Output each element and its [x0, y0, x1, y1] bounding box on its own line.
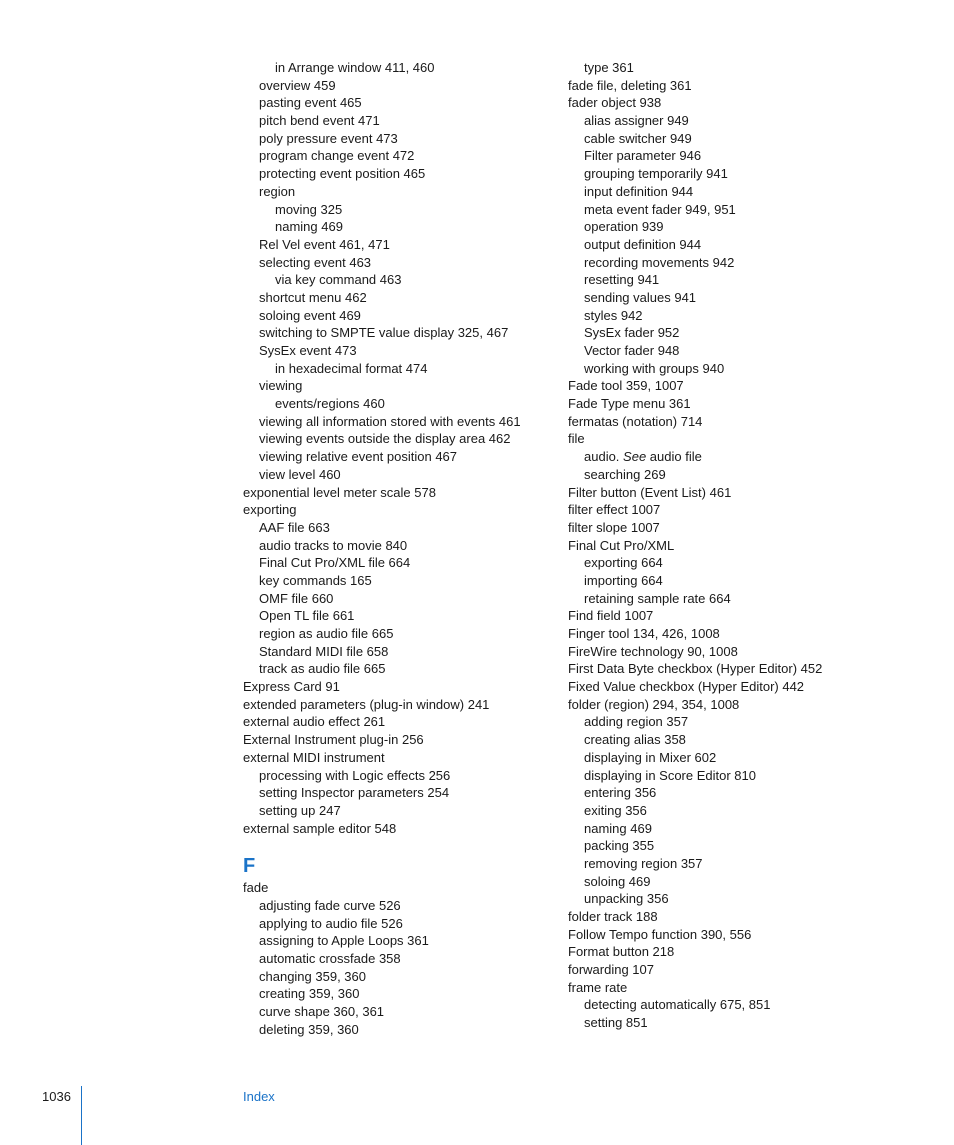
index-subentry: automatic crossfade 358	[259, 951, 401, 966]
index-subentry: changing 359, 360	[259, 968, 366, 984]
index-subentry: SysEx event 473	[259, 343, 357, 358]
index-subentry: Rel Vel event 461, 471	[259, 236, 390, 252]
index-subentry: output definition 944	[584, 236, 702, 252]
index-subentry: region	[259, 183, 296, 199]
index-subentry: meta event fader 949, 951	[584, 201, 736, 217]
index-subentry: Final Cut Pro/XML file 664	[259, 555, 411, 571]
index-subentry: adding region 357	[584, 714, 689, 730]
index-subentry: setting Inspector parameters 254	[259, 785, 450, 801]
index-entry: frame rate	[568, 979, 628, 995]
index-subentry: packing 355	[584, 838, 655, 854]
index-entry: exporting	[243, 502, 297, 518]
index-subentry: exporting 664	[584, 555, 663, 571]
section-letter-heading: F	[243, 855, 256, 878]
index-subentry: shortcut menu 462	[259, 289, 367, 305]
index-subentry: searching 269	[584, 466, 666, 482]
index-entry: folder track 188	[568, 909, 658, 924]
index-subentry: setting up 247	[259, 802, 341, 818]
index-subentry: sending values 941	[584, 289, 697, 305]
index-entry: folder (region) 294, 354, 1008	[568, 696, 740, 712]
index-subentry: displaying in Mixer 602	[584, 749, 717, 765]
index-subentry: in hexadecimal format 474	[275, 360, 428, 376]
index-entry: Finger tool 134, 426, 1008	[568, 626, 720, 641]
index-subentry: entering 356	[584, 785, 657, 801]
index-subentry: adjusting fade curve 526	[259, 897, 401, 913]
index-subentry: displaying in Score Editor 810	[584, 767, 756, 783]
index-entry: First Data Byte checkbox (Hyper Editor) 452	[568, 661, 823, 677]
index-subentry: program change event 472	[259, 148, 415, 164]
index-subentry: Open TL file 661	[259, 608, 355, 624]
index-subentry: Filter parameter 946	[584, 148, 702, 164]
footer-divider	[81, 1086, 82, 1145]
index-subentry: creating 359, 360	[259, 986, 360, 1002]
index-subentry: alias assigner 949	[584, 113, 689, 129]
index-subentry: poly pressure event 473	[259, 130, 398, 146]
index-subentry: view level 460	[259, 466, 341, 482]
index-subentry: styles 942	[584, 307, 643, 323]
index-entry: filter effect 1007	[568, 502, 661, 518]
index-column-left	[243, 59, 563, 1038]
index-entry: FireWire technology 90, 1008	[568, 643, 738, 659]
index-subentry: exiting 356	[584, 802, 647, 818]
index-subentry: in Arrange window 411, 460	[275, 60, 435, 75]
index-subentry: creating alias 358	[584, 732, 686, 748]
index-subentry: Vector fader 948	[584, 343, 680, 358]
index-entry: external sample editor 548	[243, 820, 397, 836]
index-subentry: via key command 463	[275, 272, 402, 288]
index-subentry: viewing all information stored with events 461	[259, 413, 521, 429]
index-subentry: selecting event 463	[259, 254, 372, 270]
index-subentry: audio tracks to movie 840	[259, 537, 408, 553]
index-subentry: viewing events outside the display area 462	[259, 431, 511, 447]
index-subentry: pitch bend event 471	[259, 113, 380, 129]
index-subentry: region as audio file 665	[259, 626, 394, 641]
index-entry: Fade tool 359, 1007	[568, 378, 684, 394]
index-subentry: naming 469	[275, 219, 343, 235]
index-subentry: OMF file 660	[259, 590, 334, 606]
index-subentry: curve shape 360, 361	[259, 1004, 385, 1020]
index-entry: external audio effect 261	[243, 714, 386, 730]
index-entry: external MIDI instrument	[243, 749, 385, 765]
index-entry: fade	[243, 880, 269, 896]
index-entry: fader object 938	[568, 95, 662, 111]
index-subentry: detecting automatically 675, 851	[584, 997, 771, 1013]
index-entry: exponential level meter scale 578	[243, 484, 436, 500]
index-entry: Fade Type menu 361	[568, 396, 691, 412]
index-subentry: soloing 469	[584, 873, 651, 889]
index-entry: Fixed Value checkbox (Hyper Editor) 442	[568, 679, 805, 695]
index-subentry: SysEx fader 952	[584, 325, 680, 341]
index-entry: Filter button (Event List) 461	[568, 484, 732, 500]
index-subentry: protecting event position 465	[259, 166, 426, 182]
index-subentry: key commands 165	[259, 572, 372, 588]
index-subentry: naming 469	[584, 820, 652, 836]
index-subentry: applying to audio file 526	[259, 915, 403, 931]
index-subentry: unpacking 356	[584, 891, 669, 907]
index-entry: Format button 218	[568, 944, 675, 960]
index-subentry: moving 325	[275, 201, 343, 217]
page-number: 1036	[42, 1089, 71, 1104]
index-entry: file	[568, 431, 585, 447]
index-subentry: assigning to Apple Loops 361	[259, 933, 429, 949]
index-subentry: resetting 941	[584, 272, 660, 288]
index-subentry: AAF file 663	[259, 519, 330, 535]
index-subentry: track as audio file 665	[259, 661, 386, 677]
index-subentry: soloing event 469	[259, 307, 361, 323]
index-entry: fade file, deleting 361	[568, 77, 692, 93]
footer-section-label: Index	[243, 1089, 275, 1104]
index-subentry: operation 939	[584, 219, 664, 235]
index-subentry: Standard MIDI file 658	[259, 643, 389, 659]
index-entry: Follow Tempo function 390, 556	[568, 926, 752, 942]
index-subentry: viewing relative event position 467	[259, 449, 458, 465]
index-subentry: cable switcher 949	[584, 130, 692, 146]
index-subentry: viewing	[259, 378, 303, 394]
index-subentry: removing region 357	[584, 855, 703, 871]
index-subentry: events/regions 460	[275, 396, 385, 412]
index-entry: filter slope 1007	[568, 519, 660, 535]
index-subentry: deleting 359, 360	[259, 1021, 359, 1037]
index-subentry: setting 851	[584, 1015, 648, 1031]
index-subentry: grouping temporarily 941	[584, 166, 728, 182]
index-entry: forwarding 107	[568, 962, 654, 978]
index-subentry: processing with Logic effects 256	[259, 767, 451, 783]
index-subentry: audio. See audio file	[584, 449, 702, 465]
index-subentry: overview 459	[259, 77, 336, 93]
index-subentry: switching to SMPTE value display 325, 467	[259, 325, 509, 341]
index-subentry: input definition 944	[584, 183, 694, 199]
index-column-right	[568, 59, 898, 1032]
index-entry: External Instrument plug-in 256	[243, 732, 424, 748]
index-subentry: type 361	[584, 60, 634, 75]
index-entry: Express Card 91	[243, 679, 340, 695]
index-entry: extended parameters (plug-in window) 241	[243, 696, 490, 712]
index-entry: fermatas (notation) 714	[568, 413, 703, 429]
index-subentry: working with groups 940	[584, 360, 725, 376]
index-subentry: recording movements 942	[584, 254, 735, 270]
index-subentry: importing 664	[584, 572, 663, 588]
index-subentry: pasting event 465	[259, 95, 362, 111]
index-entry: Find field 1007	[568, 608, 654, 624]
index-subentry: retaining sample rate 664	[584, 590, 731, 606]
index-entry: Final Cut Pro/XML	[568, 537, 675, 553]
